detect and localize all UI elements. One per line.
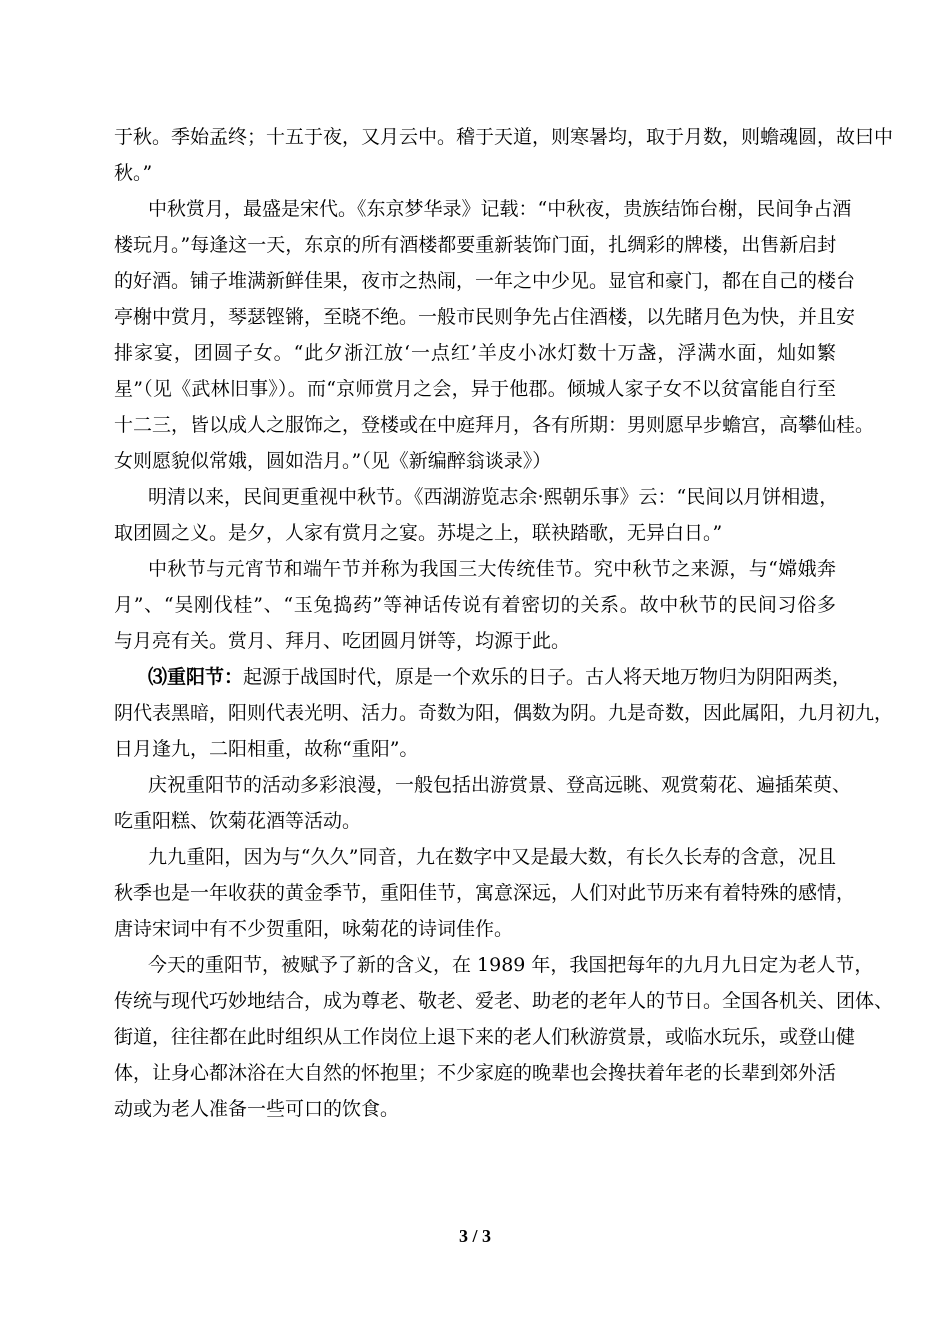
text-line: 九九重阳，因为与“久久”同音，九在数字中又是最大数，有长久长寿的含意，况且	[148, 846, 836, 868]
text-line: 吃重阳糕、饮菊花酒等活动。	[114, 810, 362, 832]
section-heading-label: ⑶重阳节：	[148, 666, 244, 688]
text-line: 日月逢九，二阳相重，故称“重阳”。	[114, 738, 419, 760]
text-line: 星”（见《武林旧事》）。而“京师赏月之会，异于他郡。倾城人家子女不以贫富能自行至	[114, 378, 836, 400]
text-line: 排家宴，团圆子女。“此夕浙江放‘一点红’羊皮小冰灯数十万盏，浮满水面，灿如繁	[114, 342, 836, 364]
text-line: 街道，往往都在此时组织从工作岗位上退下来的老人们秋游赏景，或临水玩乐，或登山健	[114, 1026, 856, 1048]
text-line: 女则愿貌似常娥，圆如浩月。”（见《新编醉翁谈录》）	[114, 450, 552, 472]
text-line: 秋。”	[114, 162, 153, 184]
text-line: 取团圆之义。是夕，人家有赏月之宴。苏堤之上，联袂踏歌，无异白日。”	[114, 522, 723, 544]
text-line: 秋季也是一年收获的黄金季节，重阳佳节，寓意深远，人们对此节历来有着特殊的感情，	[114, 882, 856, 904]
text-line: 十二三，皆以成人之服饰之，登楼或在中庭拜月，各有所期：男则愿早步蟾宫，高攀仙桂。	[114, 414, 875, 436]
text-line: 于秋。季始孟终；十五于夜，又月云中。稽于天道，则寒暑均，取于月数，则蟾魂圆，故曰中	[114, 126, 894, 148]
text-line: 阴代表黑暗，阳则代表光明、活力。奇数为阳，偶数为阴。九是奇数，因此属阳，九月初九，	[114, 702, 894, 724]
text-line: 体，让身心都沐浴在大自然的怀抱里；不少家庭的晚辈也会搀扶着年老的长辈到郊外活	[114, 1062, 837, 1084]
text-span: 起源于战国时代，原是一个欢乐的日子。古人将天地万物归为阴阳两类，	[243, 666, 852, 688]
text-line: 月”、“吴刚伐桂”、“玉兔捣药”等神话传说有着密切的关系。故中秋节的民间习俗多	[114, 594, 836, 616]
text-line: 的好酒。铺子堆满新鲜佳果，夜市之热闹，一年之中少见。显官和豪门，都在自己的楼台	[114, 270, 856, 292]
text-line: 今天的重阳节，被赋予了新的含义，在 1989 年，我国把每年的九月九日定为老人节，	[148, 954, 874, 976]
text-line: 楼玩月。”每逢这一天，东京的所有酒楼都要重新装饰门面，扎绸彩的牌楼，出售新启封	[114, 234, 837, 256]
section-heading-line	[114, 659, 852, 695]
text-line: 唐诗宋词中有不少贺重阳，咏菊花的诗词佳作。	[114, 918, 514, 940]
text-line: 传统与现代巧妙地结合，成为尊老、敬老、爱老、助老的老年人的节日。全国各机关、团体、	[114, 990, 894, 1012]
text-line: 动或为老人准备一些可口的饮食。	[114, 1098, 400, 1120]
text-line: 中秋节与元宵节和端午节并称为我国三大传统佳节。究中秋节之来源，与“嫦娥奔	[148, 558, 836, 580]
page-number: 3 / 3	[458, 1226, 491, 1246]
text-line: 亭榭中赏月，琴瑟铿锵，至晓不绝。一般市民则争先占住酒楼，以先睹月色为快，并且安	[114, 306, 856, 328]
text-line: 庆祝重阳节的活动多彩浪漫，一般包括出游赏景、登高远眺、观赏菊花、遍插茱萸、	[148, 774, 852, 796]
text-line: 中秋赏月，最盛是宋代。《东京梦华录》记载：“中秋夜，贵族结饰台榭，民间争占酒	[148, 198, 852, 220]
text-line: 明清以来，民间更重视中秋节。《西湖游览志余·熙朝乐事》云：“民间以月饼相遗，	[148, 486, 839, 508]
text-line: 与月亮有关。赏月、拜月、吃团圆月饼等，均源于此。	[114, 630, 571, 652]
